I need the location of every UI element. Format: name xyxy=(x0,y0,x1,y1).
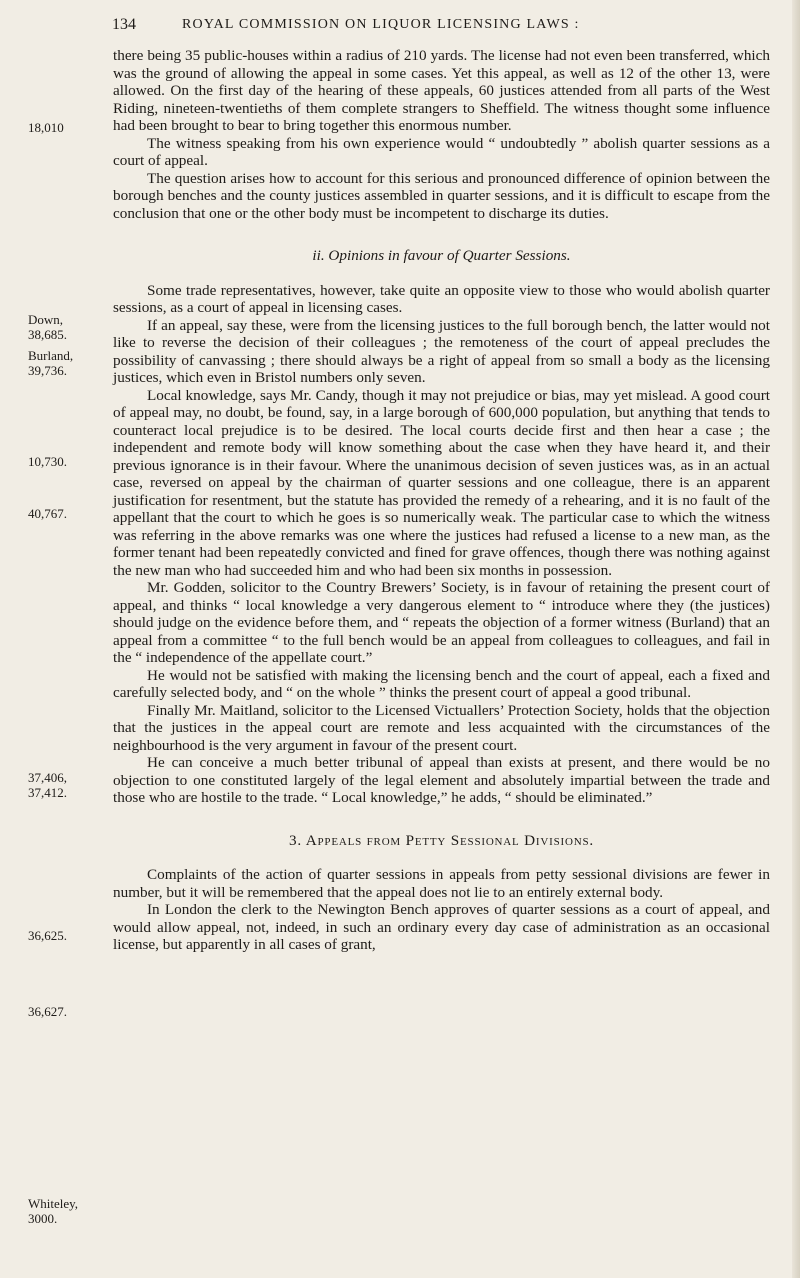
margin-note-10730 xyxy=(28,454,96,469)
margin-note-37406 xyxy=(28,770,96,800)
margin-note-burland xyxy=(28,348,96,378)
margin-note-whiteley xyxy=(28,1196,96,1226)
paragraph: He would not be satisfied with making the licensing bench and the court of appeal, each a fixed and carefully selected body, and “ on the whole ” thinks the present court of appeal a good tribunal. xyxy=(113,666,770,701)
main-text xyxy=(113,47,770,954)
margin-note-line: Burland, xyxy=(28,348,74,363)
section-heading-ii: ii. Opinions in favour of Quarter Sessions. xyxy=(312,247,571,264)
margin-note-line: 37,406, xyxy=(28,770,67,785)
section-heading-3: 3. Appeals from Petty Sessional Divisions. xyxy=(288,831,594,849)
margin-note-line: 36,625. xyxy=(28,928,67,943)
paragraph: The witness speaking from his own experience would “ undoubtedly ” abolish quarter sessions as a court of appeal. xyxy=(113,134,770,169)
margin-note-line: 38,685. xyxy=(28,327,67,342)
margin-note-18010 xyxy=(28,120,96,135)
margin-note-line: 36,627. xyxy=(28,1004,67,1019)
paragraph: Mr. Godden, solicitor to the Country Brewers’ Society, is in favour of retaining the present court of appeal, and thinks “ local knowledge a very dangerous element to “ introduce where they (the justices) should judge on the evidence before them, and “ repeats the objection of a former witness (Burland) that an appeal from a committee “ to the full bench would be an appeal from colleagues to colleagues, and fail in the “ independence of the appellate court.” xyxy=(113,579,770,666)
margin-note-36625 xyxy=(28,928,96,943)
margin-note-36627 xyxy=(28,1004,96,1019)
margin-note-40767 xyxy=(28,506,96,521)
paragraph: If an appeal, say these, were from the licensing justices to the full borough bench, the latter would not like to reverse the decision of their colleagues ; the remoteness of the court of appeal precludes the possibility of canvassing ; there should always be a right of appeal from so small a body as the licensing justices, which even in Bristol numbers only seven. xyxy=(113,316,770,386)
paragraph: In London the clerk to the Newington Bench approves of quarter sessions as a court of appeal, and would allow appeal, not, indeed, in such an ordinary every day case of administration as an occasional license, but apparently in all cases of grant, xyxy=(113,901,770,953)
paragraph: He can conceive a much better tribunal of appeal than exists at present, and there would be no objection to one constituted largely of the legal element and absolutely impartial between the trade and those who are hostile to the trade. “ Local knowledge,” he adds, “ should be eliminated.” xyxy=(113,754,770,806)
paragraph: Some trade representatives, however, take quite an opposite view to those who would abolish quarter sessions, as a court of appeal in licensing cases. xyxy=(113,281,770,316)
running-head: ROYAL COMMISSION ON LIQUOR LICENSING LAWS : xyxy=(182,17,580,32)
paragraph: Finally Mr. Maitland, solicitor to the Licensed Victuallers’ Protection Society, holds that the objection that the justices in the appeal court are remote and less acquainted with the circumstances of the neighbourhood is the very argument in favour of the present court. xyxy=(113,701,770,754)
margin-note-line: 18,010 xyxy=(28,120,64,135)
page-header xyxy=(0,16,800,40)
margin-note-line: 10,730. xyxy=(28,454,67,469)
paragraph: Complaints of the action of quarter sessions in appeals from petty sessional divisions are fewer in number, but it will be remembered that the appeal does not lie to an entirely external body. xyxy=(113,866,770,901)
margin-note-line: Down, xyxy=(28,312,64,327)
page-number: 134 xyxy=(112,16,136,33)
margin-note-line: Whiteley, xyxy=(28,1196,79,1211)
page-edge-shadow xyxy=(792,0,800,1278)
margin-note-line: 3000. xyxy=(28,1211,58,1226)
margin-note-line: 40,767. xyxy=(28,506,67,521)
margin-note-line: 37,412. xyxy=(28,785,67,800)
margin-note-down xyxy=(28,312,96,342)
paragraph: there being 35 public-houses within a radius of 210 yards. The license had not even been transferred, which was the ground of allowing the appeal in some cases. Yet this appeal, as well as 12 of the other 13, were allowed. On the first day of the hearing of these appeals, 60 justices attended from all parts of the West Riding, nineteen-twentieths of them complete strangers to Sheffield. The witness thought some influence had been brought to bear to bring together this enormous number. xyxy=(113,47,770,134)
margin-note-line: 39,736. xyxy=(28,363,67,378)
paragraph: Local knowledge, says Mr. Candy, though it may not prejudice or bias, may yet mislead. A good court of appeal may, no doubt, be found, say, in a large borough of 600,000 population, but anything that tends to counteract local prejudice is to be desired. The local courts decide first and then hear a case ; the independent and remote body will know something about the case when they have heard it, and their previous ignorance is in their favour. Where the unanimous decision of seven justices was, as in an actual case, reversed on appeal by the chairman of quarter sessions and one colleague, there is an apparent justification for resentment, but the statute has provided the remedy of a rehearing, and it is no fault of the appellant that the court to which he goes is so numerically weak. The particular case to which the witness was referring in the above remarks was one where the justices had refused a license to a new man, as the former tenant had been repeatedly convicted and fined for grave offences, though there was nothing against the new man who had succeeded him and who had been six months in possession. xyxy=(113,386,770,579)
paragraph: The question arises how to account for this serious and pronounced difference of opinion between the borough benches and the county justices assembled in quarter sessions, and it is difficult to escape from the conclusion that one or the other body must be incompetent to discharge its duties. xyxy=(113,169,770,222)
